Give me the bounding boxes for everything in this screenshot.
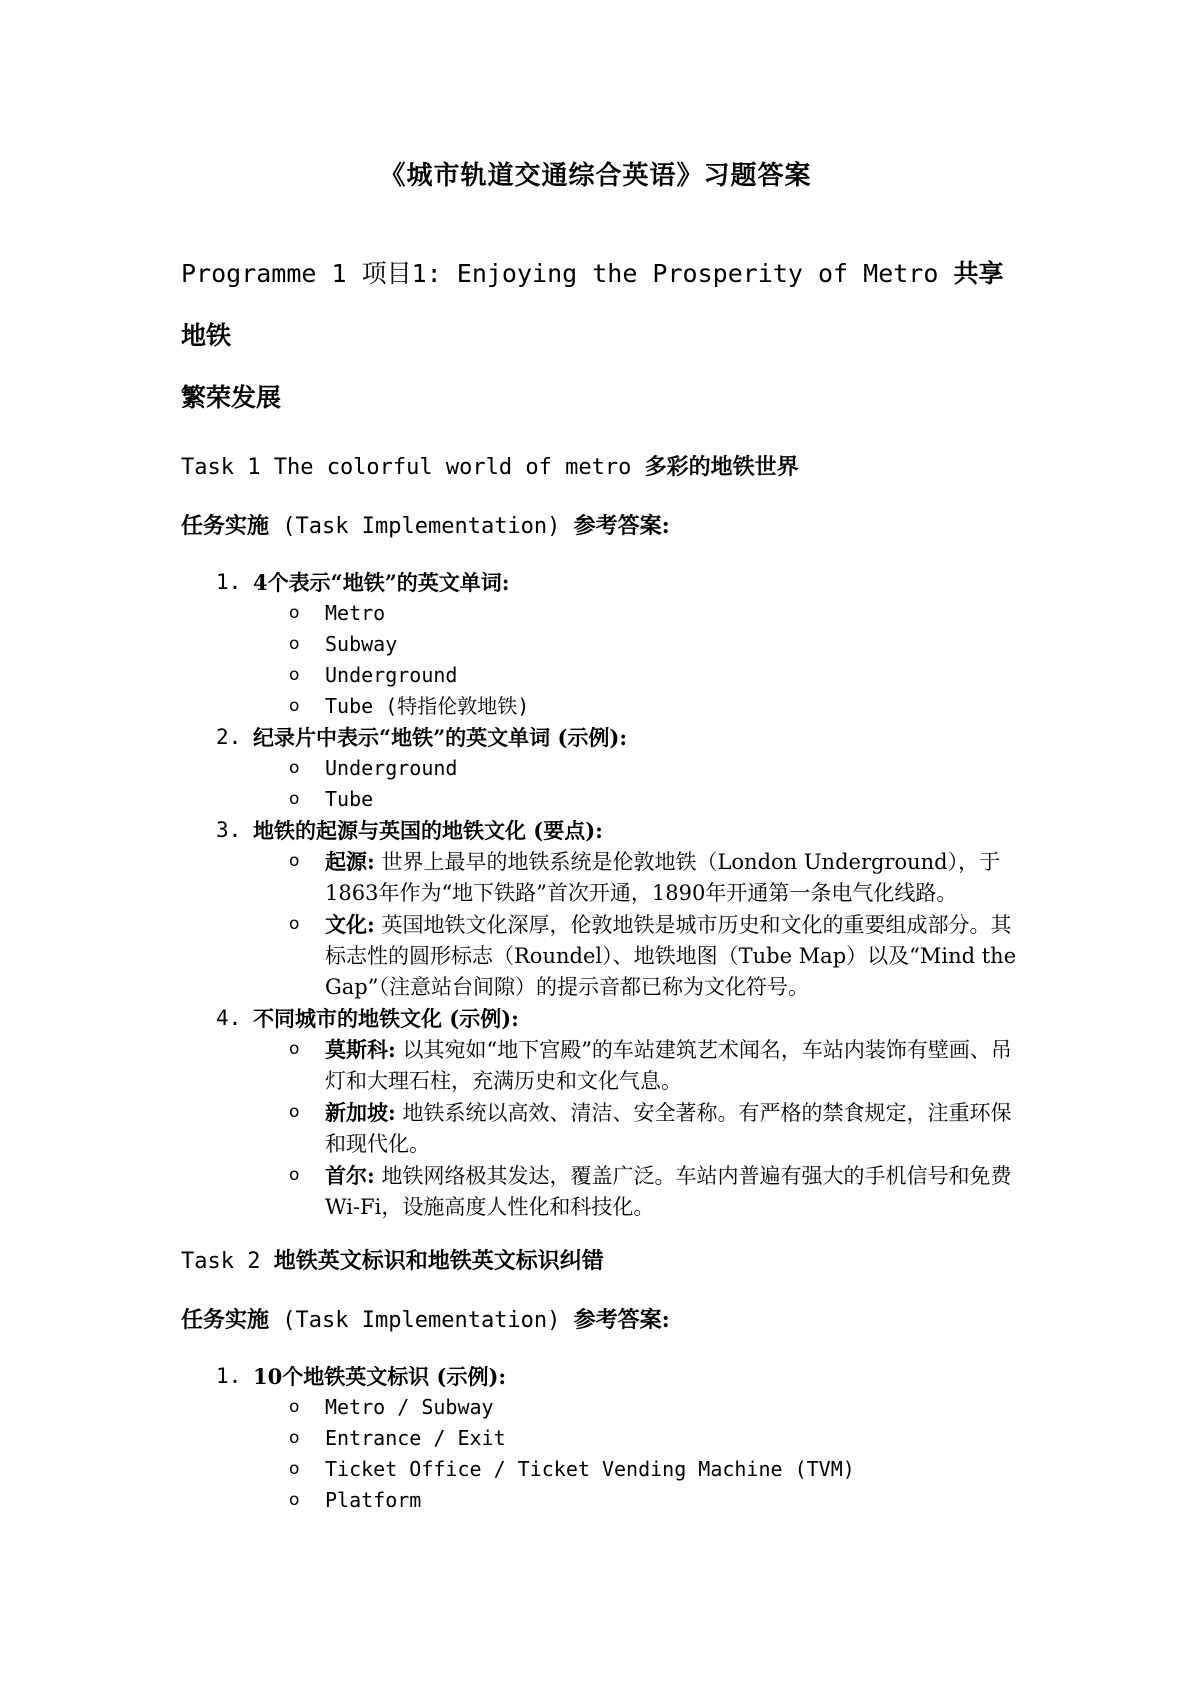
task1-impl-cn2: 参考答案: bbox=[573, 513, 670, 539]
bullet-icon: o bbox=[289, 634, 300, 654]
bullet-icon: o bbox=[289, 1459, 300, 1479]
sub-item-text: Underground bbox=[325, 663, 458, 687]
sub-item-text: 地铁网络极其发达，覆盖广泛。车站内普遍有强大的手机信号和免费Wi-Fi，设施高度人性化和科技化。 bbox=[325, 1164, 1012, 1219]
item-question: 不同城市的地铁文化 (示例): bbox=[253, 1006, 519, 1031]
document-body bbox=[181, 243, 1021, 1516]
task1-answer-list bbox=[181, 567, 1021, 1223]
bullet-icon: o bbox=[289, 665, 300, 685]
item-question: 纪录片中表示“地铁”的英文单词 (示例): bbox=[253, 725, 628, 750]
sub-list-item bbox=[253, 909, 1021, 1003]
item-question: 4个表示“地铁”的英文单词: bbox=[253, 570, 510, 595]
sub-list-item bbox=[253, 598, 1021, 629]
sub-list-item bbox=[253, 846, 1021, 909]
task2-heading bbox=[181, 1245, 1021, 1278]
sub-item-text: Platform bbox=[325, 1488, 422, 1512]
sub-item-text: Metro bbox=[325, 601, 386, 625]
bullet-icon: o bbox=[289, 1397, 300, 1417]
programme-heading bbox=[181, 243, 1021, 367]
sub-list-item bbox=[253, 660, 1021, 691]
task1-heading-cn: 多彩的地铁世界 bbox=[644, 454, 799, 480]
bullet-icon: o bbox=[289, 1490, 300, 1510]
task2-impl-cn1: 任务实施 bbox=[181, 1307, 270, 1333]
bullet-icon: o bbox=[289, 851, 300, 871]
sub-item-label: 莫斯科: bbox=[325, 1037, 396, 1062]
list-item bbox=[181, 1361, 1021, 1516]
item-number: 1. bbox=[216, 570, 242, 594]
task2-heading-cn: 地铁英文标识和地铁英文标识纠错 bbox=[273, 1248, 604, 1274]
programme-heading-cn2: 繁荣发展 bbox=[181, 383, 282, 412]
item-number: 1. bbox=[216, 1364, 242, 1388]
sub-item-text: Metro / Subway bbox=[325, 1395, 494, 1419]
item-question: 地铁的起源与英国的地铁文化 (要点): bbox=[253, 818, 603, 843]
sub-list bbox=[253, 846, 1021, 1003]
sub-item-text: Tube bbox=[325, 787, 374, 811]
task1-impl-heading bbox=[181, 510, 1021, 543]
sub-list bbox=[253, 1034, 1021, 1223]
sub-list bbox=[253, 753, 1021, 815]
sub-list-item bbox=[253, 1454, 1021, 1485]
list-item bbox=[181, 1003, 1021, 1223]
sub-item-text: 地铁系统以高效、清洁、安全著称。有严格的禁食规定，注重环保和现代化。 bbox=[325, 1101, 1012, 1156]
programme-heading-line2 bbox=[181, 367, 1021, 429]
task1-heading-en: Task 1 The colorful world of metro bbox=[181, 455, 632, 480]
task2-heading-en: Task 2 bbox=[181, 1249, 261, 1274]
item-question: 10个地铁英文标识 (示例): bbox=[253, 1364, 507, 1389]
sub-list-item bbox=[253, 784, 1021, 815]
task2-impl-heading bbox=[181, 1304, 1021, 1337]
task2-impl-en: (Task Implementation) bbox=[282, 1308, 561, 1333]
item-number: 4. bbox=[216, 1006, 242, 1030]
task2-answer-list bbox=[181, 1361, 1021, 1516]
sub-list-item bbox=[253, 1485, 1021, 1516]
sub-item-label: 新加坡: bbox=[325, 1100, 396, 1125]
sub-item-text: 世界上最早的地铁系统是伦敦地铁（London Underground），于1863年作为“地下铁路”首次开通，1890年开通第一条电气化线路。 bbox=[325, 850, 1001, 905]
sub-list bbox=[253, 598, 1021, 722]
list-item bbox=[181, 815, 1021, 1003]
bullet-icon: o bbox=[289, 1165, 300, 1185]
bullet-icon: o bbox=[289, 603, 300, 623]
sub-item-text: 以其宛如“地下宫殿”的车站建筑艺术闻名，车站内装饰有壁画、吊灯和大理石柱，充满历史和文化气息。 bbox=[325, 1038, 1012, 1093]
sub-item-text: 英国地铁文化深厚，伦敦地铁是城市历史和文化的重要组成部分。其标志性的圆形标志（Roundel）、地铁地图（Tube Map）以及“Mind the Gap”（注意站台间隙）的提示音都已称为文化符号。 bbox=[325, 913, 1017, 999]
bullet-icon: o bbox=[289, 1039, 300, 1059]
task1-impl-cn1: 任务实施 bbox=[181, 513, 270, 539]
sub-list bbox=[253, 1392, 1021, 1516]
bullet-icon: o bbox=[289, 789, 300, 809]
sub-list-item bbox=[253, 629, 1021, 660]
sub-list-item bbox=[253, 1392, 1021, 1423]
sub-list-item bbox=[253, 1423, 1021, 1454]
task1-impl-en: (Task Implementation) bbox=[282, 514, 561, 539]
document-title: 《城市轨道交通综合英语》习题答案 bbox=[379, 161, 812, 191]
programme-heading-en: Programme 1 项目1: Enjoying the Prosperity of Metro bbox=[181, 259, 939, 288]
sub-list-item bbox=[253, 753, 1021, 784]
sub-list-item bbox=[253, 1034, 1021, 1097]
sub-item-text: Subway bbox=[325, 632, 398, 656]
programme-heading-cn: 共享地铁 bbox=[181, 259, 1004, 350]
bullet-icon: o bbox=[289, 1428, 300, 1448]
item-number: 2. bbox=[216, 725, 242, 749]
sub-list-item bbox=[253, 1160, 1021, 1223]
bullet-icon: o bbox=[289, 914, 300, 934]
bullet-icon: o bbox=[289, 758, 300, 778]
item-number: 3. bbox=[216, 818, 242, 842]
task2-impl-cn2: 参考答案: bbox=[573, 1307, 670, 1333]
sub-item-text: Ticket Office / Ticket Vending Machine (TVM) bbox=[325, 1457, 855, 1481]
bullet-icon: o bbox=[289, 1102, 300, 1122]
sub-item-text: Tube (特指伦敦地铁) bbox=[325, 694, 530, 718]
bullet-icon: o bbox=[289, 696, 300, 716]
list-item bbox=[181, 567, 1021, 722]
task1-heading bbox=[181, 451, 1021, 484]
sub-item-label: 首尔: bbox=[325, 1163, 375, 1188]
list-item bbox=[181, 722, 1021, 815]
sub-item-label: 文化: bbox=[325, 912, 375, 937]
sub-item-text: Entrance / Exit bbox=[325, 1426, 506, 1450]
sub-item-label: 起源: bbox=[325, 849, 375, 874]
sub-item-text: Underground bbox=[325, 756, 458, 780]
sub-list-item bbox=[253, 691, 1021, 722]
sub-list-item bbox=[253, 1097, 1021, 1160]
